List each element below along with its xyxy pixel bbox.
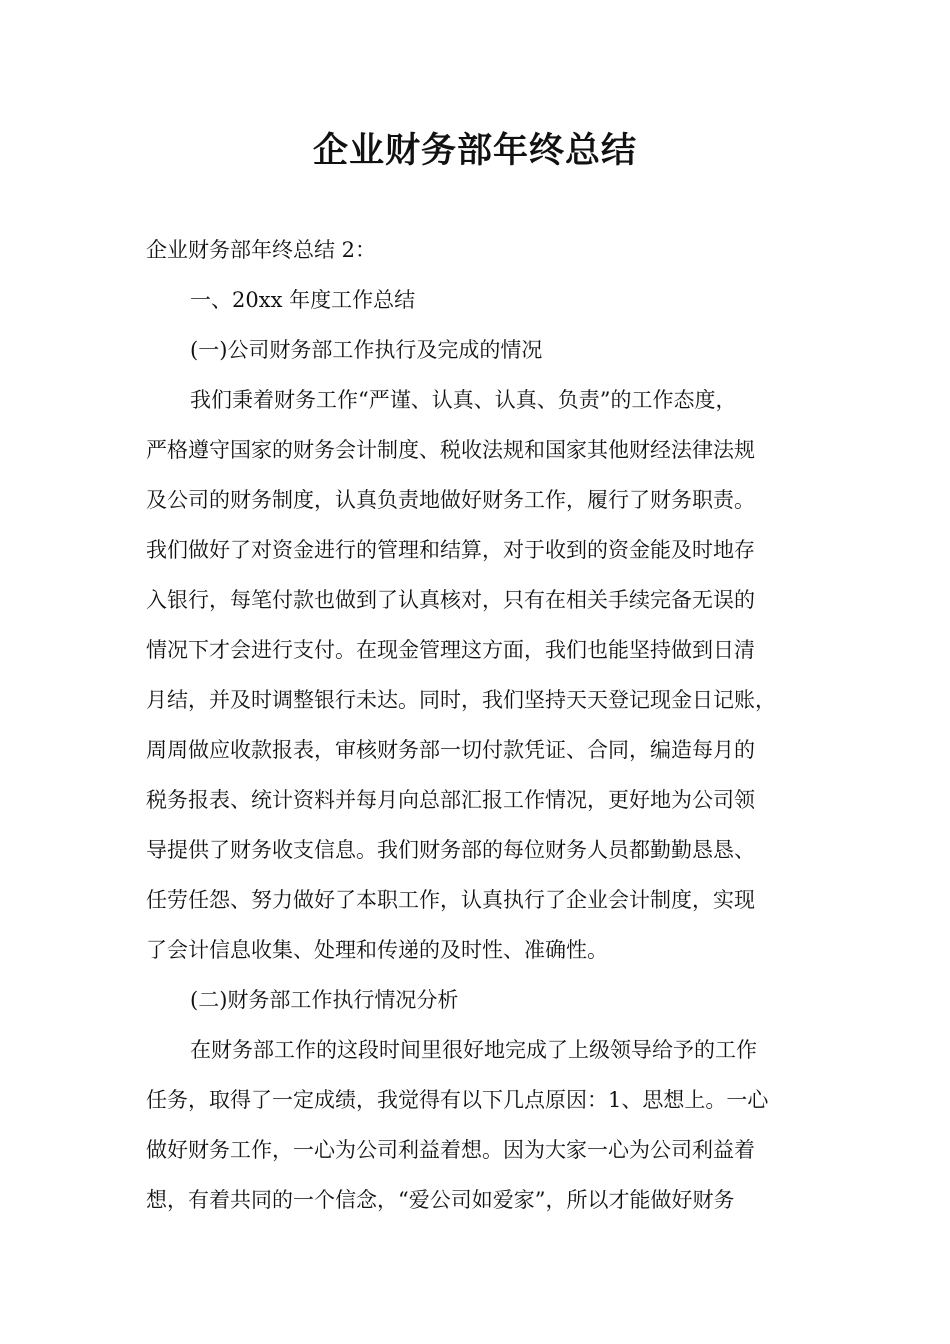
paragraph-line: 想，有着共同的一个信念，“爱公司如爱家”，所以才能做好财务: [146, 1188, 735, 1212]
paragraph-line: 严格遵守国家的财务会计制度、税收法规和国家其他财经法律法规: [146, 438, 755, 462]
paragraph-line: 月结，并及时调整银行未达。同时，我们坚持天天登记现金日记账，: [146, 688, 776, 712]
paragraph-line: 我们做好了对资金进行的管理和结算，对于收到的资金能及时地存: [146, 538, 755, 562]
section-heading: 一、20xx 年度工作总结: [190, 288, 416, 312]
paragraph-line: 税务报表、统计资料并每月向总部汇报工作情况，更好地为公司领: [146, 788, 755, 812]
paragraph-line: 在财务部工作的这段时间里很好地完成了上级领导给予的工作: [190, 1038, 757, 1062]
paragraph-line: 任务，取得了一定成绩，我觉得有以下几点原因：1、思想上。一心: [146, 1088, 769, 1112]
paragraph-line: 任劳任怨、努力做好了本职工作，认真执行了企业会计制度，实现: [146, 888, 755, 912]
paragraph-line: 情况下才会进行支付。在现金管理这方面，我们也能坚持做到日清: [146, 638, 755, 662]
paragraph-line: 入银行，每笔付款也做到了认真核对，只有在相关手续完备无误的: [146, 588, 755, 612]
paragraph-line: 及公司的财务制度，认真负责地做好财务工作，履行了财务职责。: [146, 488, 755, 512]
paragraph-line: 做好财务工作，一心为公司利益着想。因为大家一心为公司利益着: [146, 1138, 755, 1162]
paragraph-line: 周周做应收款报表，审核财务部一切付款凭证、合同，编造每月的: [146, 738, 755, 762]
paragraph-line: 了会计信息收集、处理和传递的及时性、准确性。: [146, 938, 608, 962]
subsection-heading: (一)公司财务部工作执行及完成的情况: [190, 338, 543, 362]
paragraph-line: 导提供了财务收支信息。我们财务部的每位财务人员都勤勤恳恳、: [146, 838, 755, 862]
subsection-heading: (二)财务部工作执行情况分析: [190, 988, 459, 1012]
document-title: 企业财务部年终总结: [312, 131, 637, 171]
paragraph-line: 我们秉着财务工作“严谨、认真、认真、负责”的工作态度，: [190, 388, 737, 412]
subtitle-line: 企业财务部年终总结 2：: [146, 238, 377, 262]
